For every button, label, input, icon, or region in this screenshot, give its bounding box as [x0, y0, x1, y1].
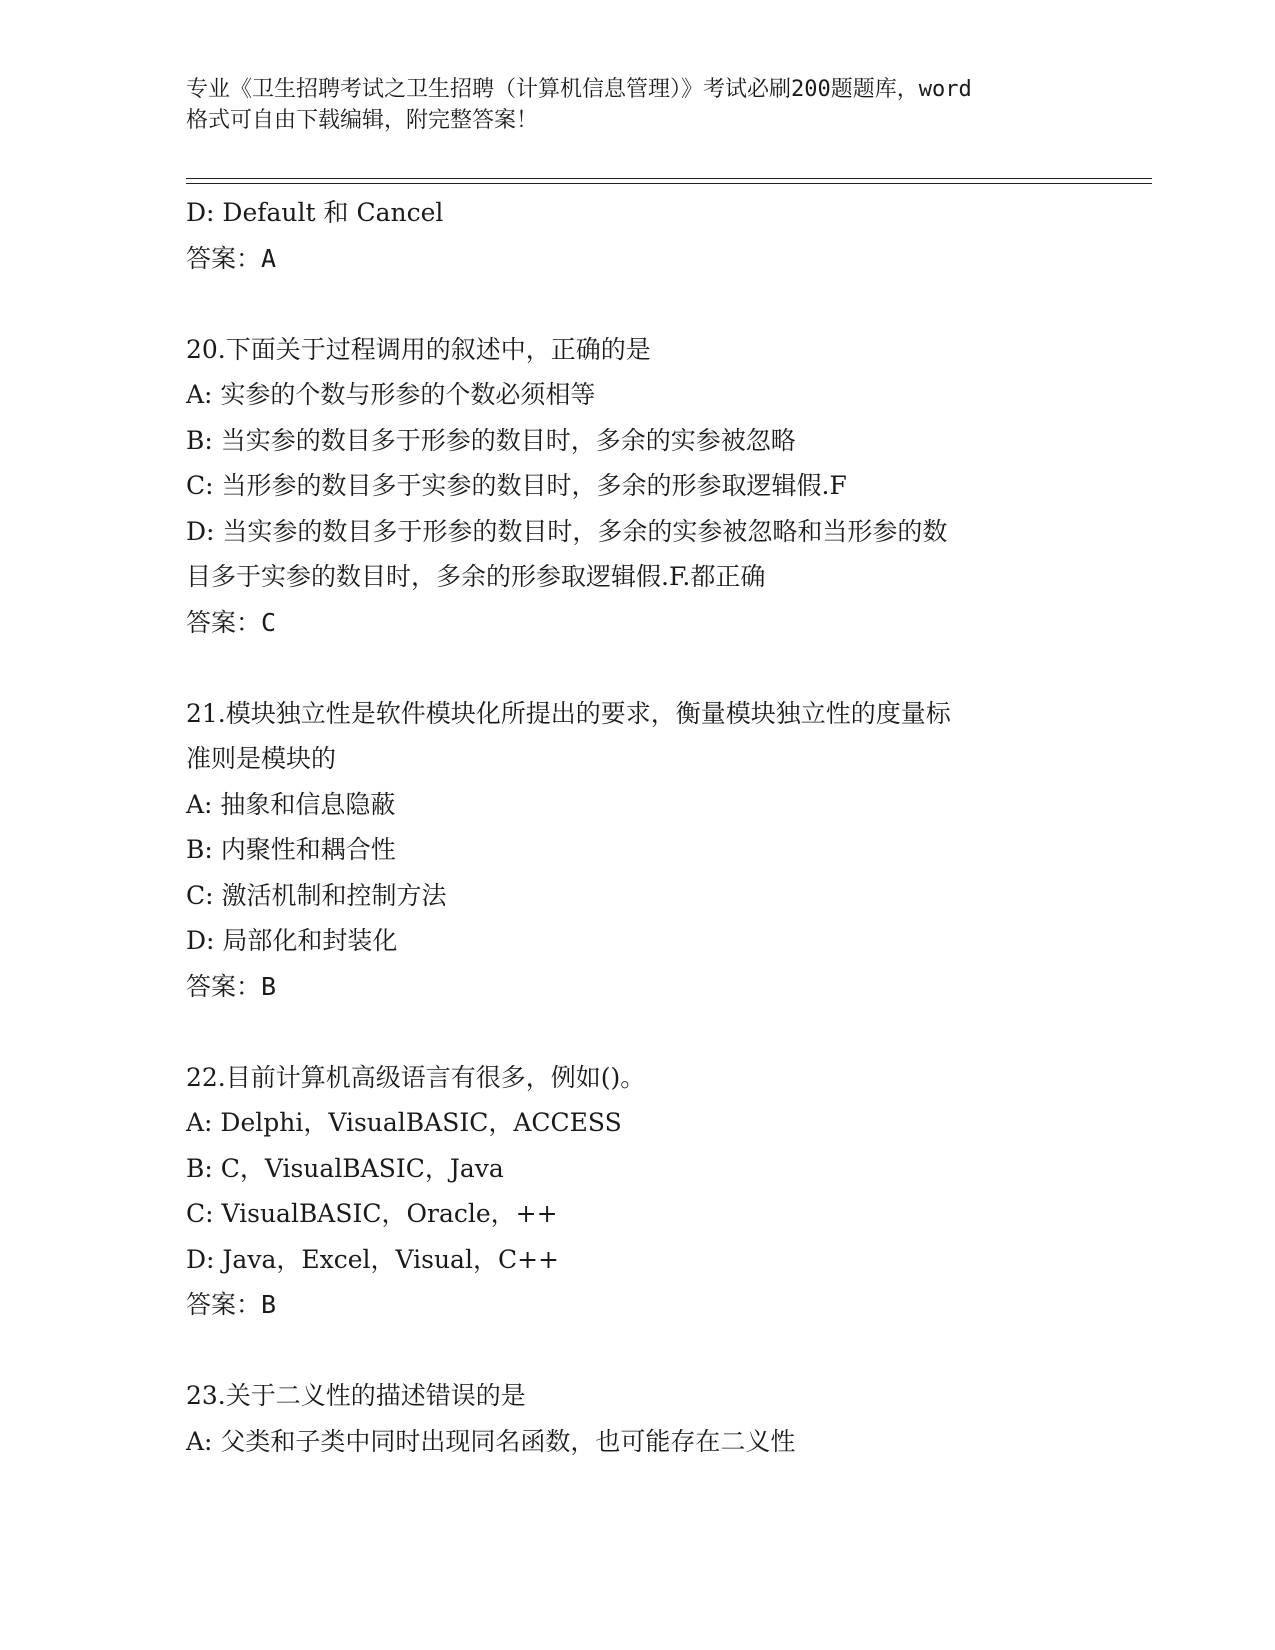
- header-divider-bottom: [186, 183, 1152, 184]
- question-21: [186, 691, 1066, 1010]
- answer-value: B: [261, 971, 277, 1001]
- option-a: A: Delphi，VisualBASIC，ACCESS: [186, 1108, 622, 1137]
- option-b: B: 内聚性和耦合性: [186, 835, 396, 864]
- answer-value: B: [261, 1290, 277, 1319]
- question-stem: 21.模块独立性是软件模块化所提出的要求，衡量模块独立性的度量标: [186, 698, 951, 728]
- question-stem: 23.关于二义性的描述错误的是: [186, 1381, 526, 1410]
- question-23: [186, 1373, 1066, 1464]
- header-title-line-1: 专业《卫生招聘考试之卫生招聘（计算机信息管理）》考试必刷200题题库，word: [186, 77, 972, 102]
- document-page: [186, 0, 1152, 1650]
- answer-label: 答案：: [186, 971, 262, 1001]
- option-b: B: C，VisualBASIC，Java: [186, 1153, 504, 1183]
- question-stem: 20.下面关于过程调用的叙述中，正确的是: [186, 334, 651, 364]
- answer-label: 答案：: [186, 607, 262, 637]
- option-d: D: 局部化和封装化: [186, 926, 398, 955]
- answer-value: A: [261, 243, 277, 273]
- question-stem: 22.目前计算机高级语言有很多，例如()。: [186, 1062, 646, 1092]
- spacer: [186, 1328, 1066, 1374]
- option-d: D: Default 和 Cancel: [186, 198, 444, 227]
- option-c: C: VisualBASIC，Oracle，++: [186, 1199, 558, 1228]
- answer-label: 答案：: [186, 1290, 262, 1319]
- option-a: A: 实参的个数与形参的个数必须相等: [186, 380, 596, 409]
- document-header: [186, 74, 1086, 136]
- option-b: B: 当实参的数目多于形参的数目时，多余的实参被忽略: [186, 425, 796, 455]
- answer-line: [186, 600, 1066, 646]
- question-list: [186, 190, 1066, 1464]
- spacer: [186, 1009, 1066, 1055]
- option-d: D: Java，Excel，Visual，C++: [186, 1244, 559, 1274]
- answer-line: [186, 236, 1066, 282]
- header-divider-top: [186, 178, 1152, 179]
- option-c: C: 激活机制和控制方法: [186, 880, 447, 910]
- answer-value: C: [261, 607, 277, 637]
- previous-question: [186, 190, 1066, 281]
- question-20: [186, 327, 1066, 646]
- option-c: C: 当形参的数目多于实参的数目时，多余的形参取逻辑假.F: [186, 471, 847, 500]
- option-a: A: 父类和子类中同时出现同名函数，也可能存在二义性: [186, 1426, 796, 1456]
- spacer: [186, 281, 1066, 327]
- header-title-line-2: 格式可自由下载编辑，附完整答案！: [186, 108, 539, 133]
- answer-label: 答案：: [186, 243, 262, 273]
- option-d-continued: 目多于实参的数目时，多余的形参取逻辑假.F.都正确: [186, 562, 766, 591]
- answer-line: [186, 964, 1066, 1010]
- option-d: D: 当实参的数目多于形参的数目时，多余的实参被忽略和当形参的数: [186, 516, 948, 546]
- question-stem-continued: 准则是模块的: [186, 744, 337, 773]
- option-a: A: 抽象和信息隐蔽: [186, 789, 396, 819]
- spacer: [186, 645, 1066, 691]
- question-22: [186, 1055, 1066, 1328]
- answer-line: [186, 1282, 1066, 1328]
